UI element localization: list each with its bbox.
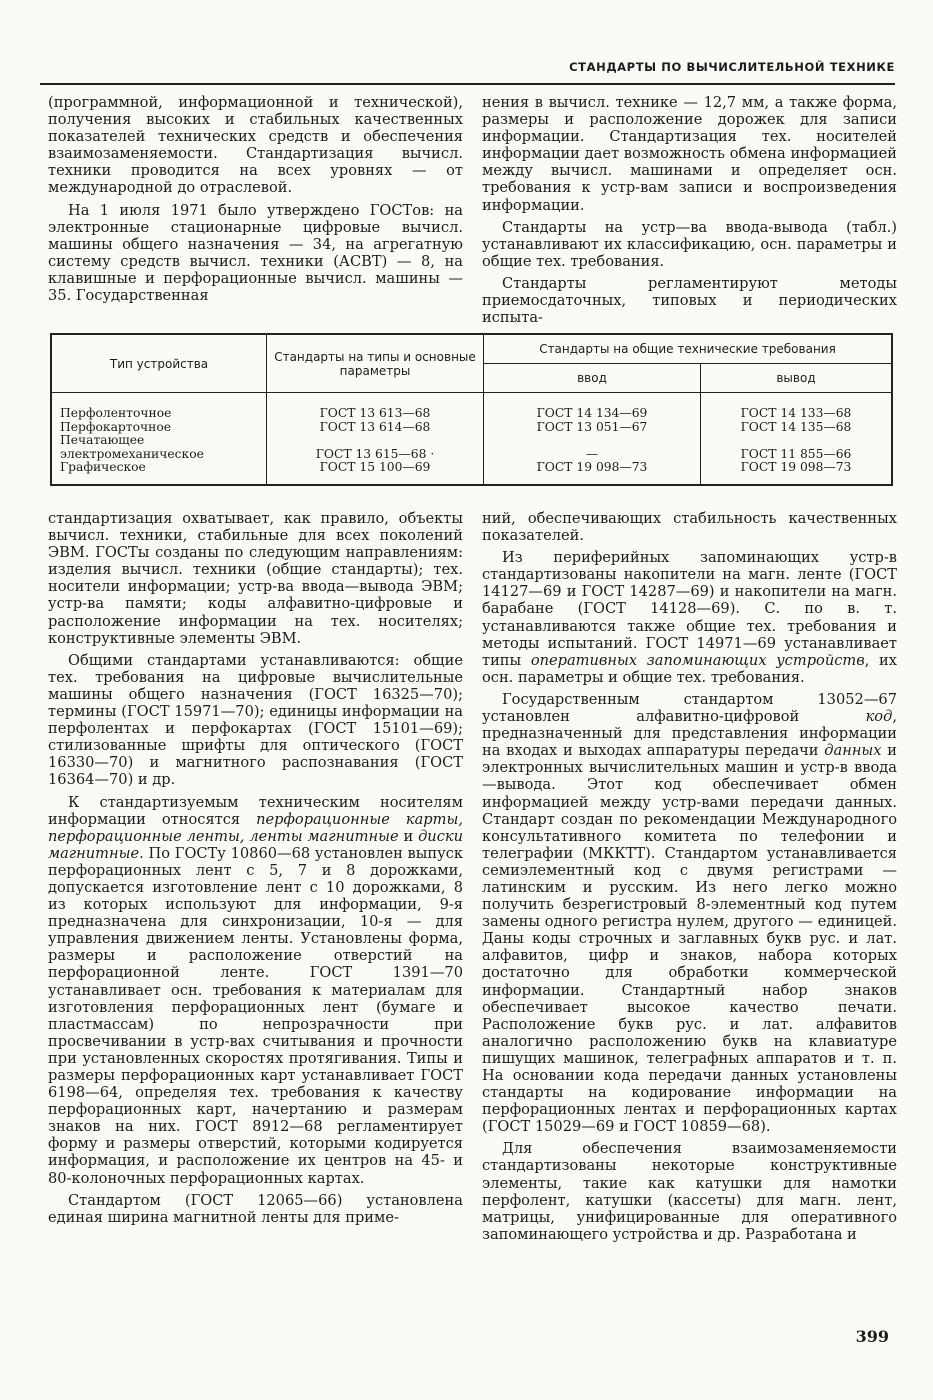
- header-input: ввод: [484, 364, 701, 393]
- text-span: , предназначенный для представления информации на входах и выходах аппаратуры передачи: [482, 708, 897, 760]
- text-span: , их осн. параметры и общие тех. требования.: [482, 651, 897, 686]
- running-title: СТАНДАРТЫ ПО ВЫЧИСЛИТЕЛЬНОЙ ТЕХНИКЕ: [569, 60, 895, 74]
- text-span: . По ГОСТу 10860—68 установлен выпуск перфорационных лент с 5, 7 и 8 дорожками, допускается изготовление лент с 10 дорожками, 8 из которых используют для информации, 9-я предназначена для синхронизации, 10-я — для управления движением ленты. Установлены форма, размеры и расположение отверстий на перфорационной ленте. ГОСТ 1391—70 устанавливает осн. требования к материалам для изготовления перфорационных лент (бумаге и пластмассам) по непрозрачности при просвечивании в устр-вах считывания и прочности при установленных скоростях протягивания. Типы и размеры перфорационных карт устанавливает ГОСТ 6198—64, определяя тех. требования к качеству перфорационных карт, начертанию и размерам знаков на них. ГОСТ 8912—68 регламентирует форму и размеры отверстий, которыми кодируется информация, и расположение их центров на 45- и 80-колоночных перфорационных картах.: [48, 844, 463, 1187]
- text-span: Государственным стандартом 13052—67 установлен алфавитно-цифровой: [482, 690, 897, 726]
- paragraph: [482, 691, 897, 1135]
- output-standards-cell: ГОСТ 14 133—68 ГОСТ 14 135—68 ГОСТ 11 855—66 ГОСТ 19 098—73: [740, 406, 852, 474]
- italic-term: код: [865, 708, 893, 726]
- text-span: К стандартизуемым техническим носителям информации относятся: [48, 793, 463, 828]
- paragraph: Стандартом (ГОСТ 12065—66) установлена единая ширина магнитной ленты для приме-: [48, 1191, 463, 1226]
- column-bottom-right: [482, 510, 897, 1243]
- page-number: 399: [855, 1327, 889, 1346]
- header-rule: [40, 83, 895, 85]
- italic-term: перфорационные карты, перфорационные ленты, ленты магнитные: [48, 810, 463, 845]
- paragraph: Для обеспечения взаимозаменяемости стандартизованы некоторые конструктивные элементы, такие как катушки для намотки перфолент, катушки (кассеты) для магн. лент, матрицы, унифицированные для оперативного запоминающего устройства и др. Разработана и: [482, 1140, 897, 1243]
- text-span: и: [398, 827, 419, 845]
- header-type-params: Стандарты на типы и основные параметры: [267, 335, 484, 393]
- paragraph: Стандарты на устр—ва ввода-вывода (табл.) устанавливают их классификацию, осн. параметры и общие тех. требования.: [482, 218, 897, 270]
- paragraph: На 1 июля 1971 было утверждено ГОСТов: на электронные стационарные цифровые вычисл. машины общего назначения — 34, на агрегатную систему средств вычисл. техники (АСВТ) — 8, на клавишные и перфорационные вычисл. машины — 35. Государственная: [48, 201, 463, 305]
- paragraph: стандартизация охватывает, как правило, объекты вычисл. техники, стабильные для всех поколений ЭВМ. ГОСТы созданы по следующим направлениям: изделия вычисл. техники (общие стандарты); тех. носители информации; устр-ва ввода—вывода ЭВМ; устр-ва памяти; коды алфавитно-цифровые и расположение информации на тех. носителях; конструктивные элементы ЭВМ.: [48, 510, 463, 647]
- header-device-type: Тип устройства: [52, 335, 267, 393]
- paragraph: (программной, информационной и технической), получения высоких и стабильных качественных показателей технических средств и обеспечения взаимозаменяемости. Стандартизация вычисл. техники проводится на всех уровнях — от международной до отраслевой.: [48, 94, 463, 197]
- standards-table: [50, 333, 893, 486]
- header-output: вывод: [701, 364, 892, 393]
- italic-term: диски магнитные: [48, 827, 463, 862]
- column-top-left: [48, 94, 463, 304]
- paragraph: [482, 549, 897, 686]
- paragraph: нения в вычисл. технике — 12,7 мм, а также форма, размеры и расположение дорожек для записи информации. Стандартизация тех. носителей информации дает возможность обмена информацией между вычисл. машинами и определяет осн. требования к устр-вам записи и воспроизведения информации.: [482, 94, 897, 214]
- column-top-right: [482, 94, 897, 326]
- text-span: Из периферийных запоминающих устр-в стандартизованы накопители на магн. ленте (ГОСТ 14127—69 и ГОСТ 14287—69) и накопители на магн. барабане (ГОСТ 14128—69). С. по в. т. устанавливаются также общие тех. требования и методы испытаний. ГОСТ 14971—69 устанавливает типы: [482, 549, 897, 669]
- standards-table-grid: [52, 335, 891, 485]
- italic-term: оперативных запоминающих устройств: [530, 651, 865, 669]
- text-span: и электронных вычислительных машин и устр-в ввода—вывода. Этот код обеспечивает обмен информацией между устр-вами передачи данных. Стандарт создан по рекомендации Международного консультативного комитета по телефонии и телеграфии (МККТТ). Стандартом устанавливается семиэлементный код с двумя регистрами — латинским и русским. Из него легко можно получить безрегистровый 8-элементный код путем замены одного регистра нулем, другого — единицей. Даны коды строчных и заглавных букв рус. и лат. алфавитов, цифр и знаков, набора которых достаточно для обработки коммерческой информации. Стандартный набор знаков обеспечивает высокое качество печати. Расположение букв рус. и лат. алфавитов аналогично расположению букв на клавиатуре пишущих машинок, телеграфных аппаратов и т. п. На основании кода передачи данных установлены стандарты на кодирование информации на перфорационных лентах и перфорационных картах (ГОСТ 15029—69 и ГОСТ 10859—68).: [482, 742, 897, 1136]
- paragraph: [48, 794, 463, 1187]
- italic-term: данных: [824, 742, 882, 760]
- input-standards-cell: ГОСТ 14 134—69 ГОСТ 13 051—67 — ГОСТ 19 098—73: [484, 393, 701, 485]
- header-general-requirements: Стандарты на общие технические требования: [484, 335, 892, 364]
- paragraph: Общими стандартами устанавливаются: общие тех. требования на цифровые вычислительные машины общего назначения (ГОСТ 16325—70); термины (ГОСТ 15971—70); единицы информации на перфолентах и перфокартах (ГОСТ 15101—69); стилизованные шрифты для оптического (ГОСТ 16330—70) и магнитного распознавания (ГОСТ 16364—70) и др.: [48, 651, 463, 789]
- column-bottom-left: [48, 510, 463, 1226]
- device-types-cell: Перфоленточное Перфокарточное Печатающее электромеханическое Графическое: [52, 393, 267, 485]
- paragraph: ний, обеспечивающих стабильность качественных показателей.: [482, 510, 897, 545]
- paragraph: Стандарты регламентируют методы приемосдаточных, типовых и периодических испыта-: [482, 274, 897, 327]
- type-params-cell: ГОСТ 13 613—68 ГОСТ 13 614—68 ГОСТ 13 615—68 · ГОСТ 15 100—69: [267, 393, 484, 485]
